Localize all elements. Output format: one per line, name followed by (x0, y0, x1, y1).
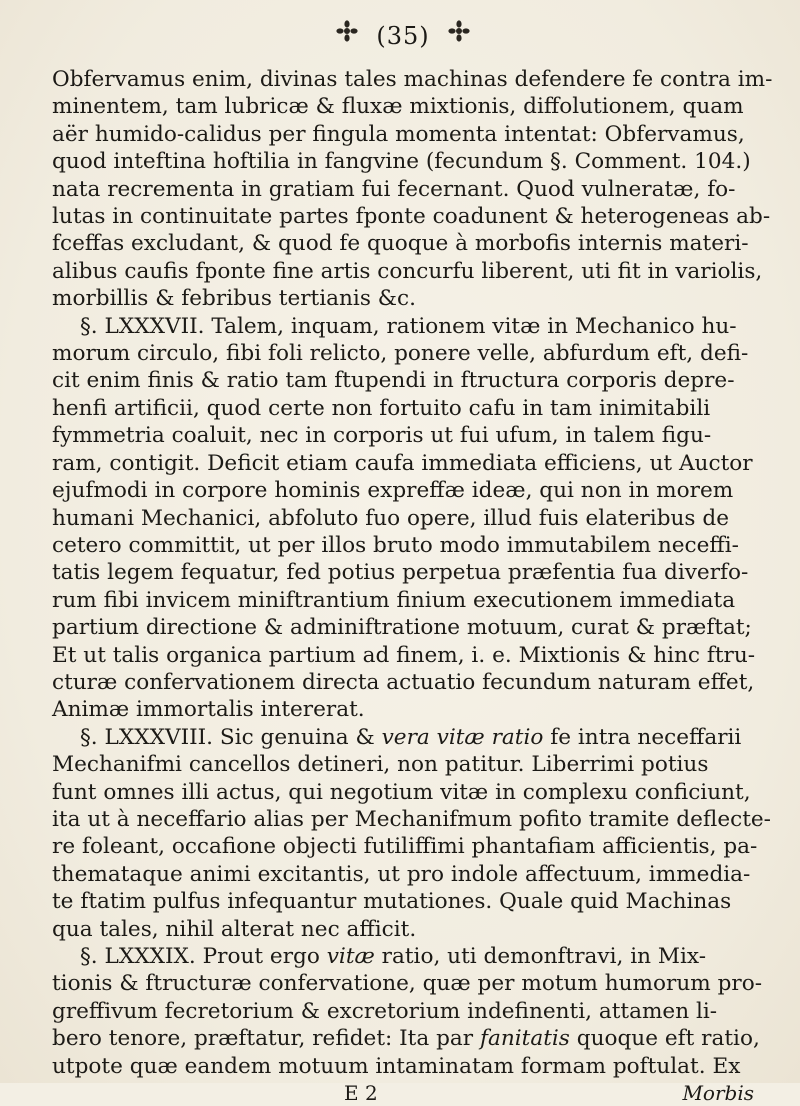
flower-ornament-icon (448, 20, 470, 42)
text-run: quoque eft ratio, (569, 1026, 760, 1052)
text-line: tionis & ftructuræ confervatione, quæ per motum humorum pro- (52, 971, 763, 997)
text-line: fymmetria coaluit, nec in corporis ut fui ufum, in talem figu- (52, 423, 712, 449)
text-line: greffivum fecretorium & excretorium indefinenti, attamen li- (52, 998, 718, 1024)
text-line: re foleant, occafione objecti futiliffimi phantafiam afficientis, pa- (52, 834, 758, 860)
text-line: quod inteftina hoftilia in fangvine (fecundum §. Comment. 104.) (52, 149, 751, 175)
catchword: Morbis (682, 1081, 754, 1106)
text-line: Obfervamus enim, divinas tales machinas defendere fe contra im- (52, 67, 773, 92)
text-line: themataque animi excitantis, ut pro indole affectuum, immedia- (52, 861, 751, 887)
text-line: Et ut talis organica partium ad finem, i. e. Mixtionis & hinc ftru- (52, 642, 756, 668)
text-line: cturæ confervationem directa actuatio fecundum naturam effet, (52, 669, 755, 695)
flower-ornament-icon (336, 20, 358, 42)
text-line: rum fibi invicem miniftrantium finium executionem immediata (52, 587, 736, 613)
text-line: cit enim finis & ratio tam ftupendi in ftructura corporis depre- (52, 368, 735, 394)
text-line: ita ut à neceffario alias per Mechanifmum pofito tramite deflecte- (52, 806, 771, 832)
paragraph-1 (52, 66, 773, 313)
text-line: cetero committit, ut per illos bruto modo immutabilem neceffi- (52, 532, 739, 558)
text-run: §. LXXXVIII. Sic genuina & (80, 724, 382, 750)
italic-phrase: vitæ (326, 944, 375, 969)
text-run: ratio, uti demonftravi, in Mix- (374, 944, 707, 969)
text-line: tatis legem fequatur, fed potius perpetua præfentia fua diverfo- (52, 560, 749, 586)
text-line: utpote quæ eandem motuum intaminatam formam poftulat. Ex (52, 1053, 741, 1079)
text-run: fe intra neceffarii (543, 724, 742, 750)
text-line: minentem, tam lubricæ & fluxæ mixtionis, diffolutionem, quam (52, 94, 744, 120)
body-text (52, 66, 773, 1080)
ornament-right-icon (448, 14, 470, 58)
signature-mark: E 2 (344, 1081, 378, 1106)
ornament-left-icon (336, 14, 358, 58)
text-line: funt omnes illi actus, qui negotium vitæ in complexu conficiunt, (52, 779, 751, 805)
text-line: aër humido-calidus per fingula momenta intentat: Obfervamus, (52, 121, 745, 147)
text-line: partium directione & adminiftratione motuum, curat & præftat; (52, 615, 752, 641)
text-line (52, 1025, 760, 1052)
text-line: Animæ immortalis intererat. (52, 697, 365, 723)
paragraph-89 (52, 943, 763, 1080)
text-line: ram, contigit. Deficit etiam caufa immediata efficiens, ut Auctor (52, 450, 753, 476)
paragraph-87 (52, 313, 754, 724)
page-header (52, 14, 754, 58)
text-line: alibus caufis fponte fine artis concurfu liberent, uti fit in variolis, (52, 258, 763, 284)
italic-phrase: vera vitæ ratio (381, 724, 544, 750)
text-line: lutas in continuitate partes fponte coadunent & heterogeneas ab- (52, 204, 771, 230)
text-run: bero tenore, præftatur, refidet: Ita par (52, 1026, 480, 1052)
page-number: (35) (376, 22, 430, 50)
text-line: nata recrementa in gratiam fui fecernant. Quod vulneratæ, fo- (52, 176, 736, 202)
text-line (52, 943, 754, 970)
text-line (52, 724, 754, 751)
text-line: §. LXXXVII. Talem, inquam, rationem vitæ in Mechanico hu- (80, 313, 737, 339)
italic-phrase: fanitatis (479, 1026, 570, 1052)
text-line: Mechanifmi cancellos detineri, non patitur. Liberrimi potius (52, 752, 709, 778)
page-footer (52, 1080, 754, 1106)
text-line: henfi artificii, quod certe non fortuito cafu in tam inimitabili (52, 395, 711, 421)
text-line: fceffas excludant, & quod fe quoque à morbofis internis materi- (52, 231, 749, 257)
text-line: humani Mechanici, abfoluto fuo opere, illud fuis elateribus de (52, 505, 729, 531)
text-line: qua tales, nihil alterat nec afficit. (52, 916, 417, 942)
text-line: te ftatim pulfus infequantur mutationes. Quale quid Machinas (52, 889, 732, 915)
text-line: morum circulo, fibi foli relicto, ponere velle, abfurdum eft, defi- (52, 341, 749, 367)
text-run: §. LXXXIX. Prout ergo (80, 944, 327, 969)
paragraph-88 (52, 724, 771, 943)
text-line: morbillis & febribus tertianis &c. (52, 286, 416, 312)
text-line: ejufmodi in corpore hominis expreffæ ideæ, qui non in morem (52, 478, 734, 504)
